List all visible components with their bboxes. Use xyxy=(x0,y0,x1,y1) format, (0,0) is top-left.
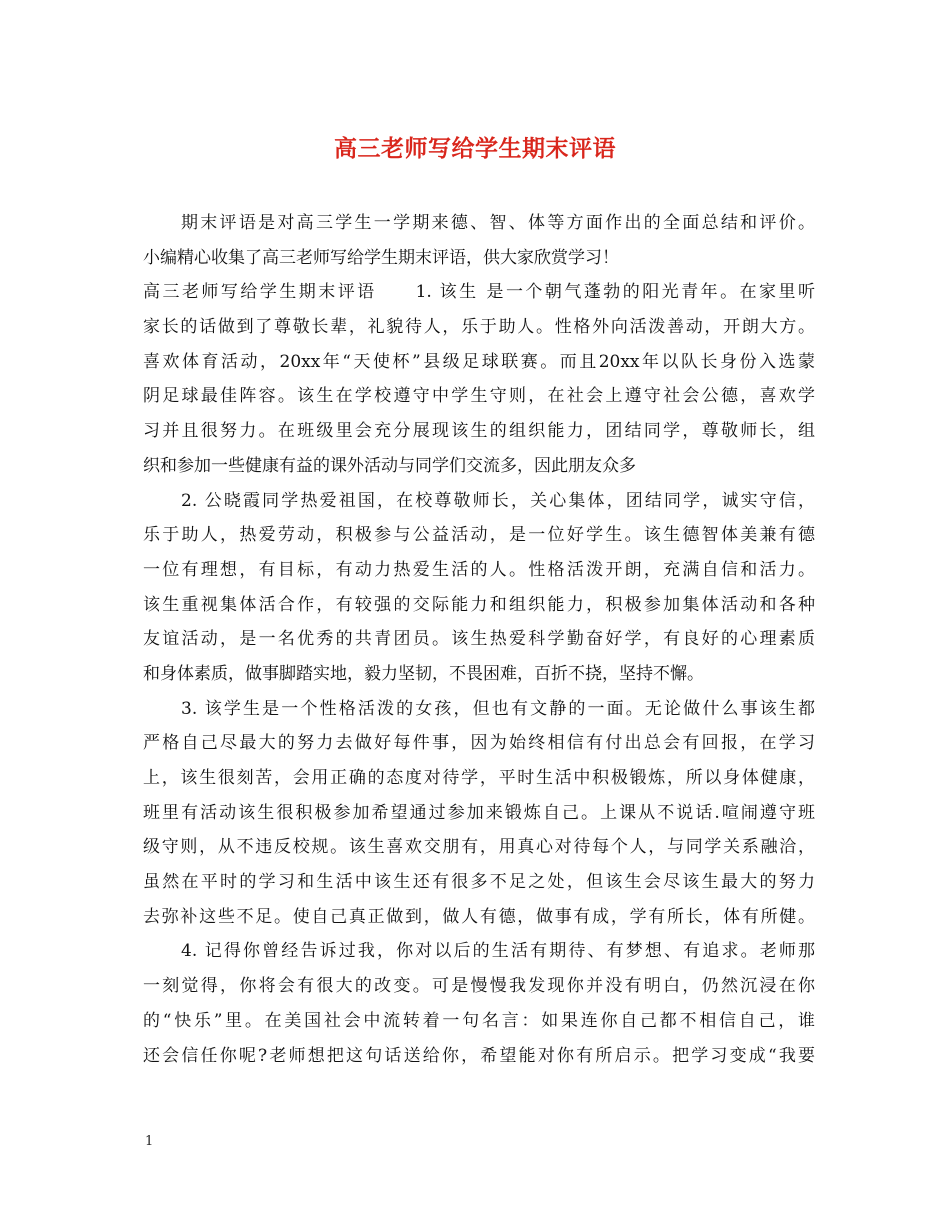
paragraph-line: 的“快乐”里。在美国社会中流转着一句名言：如果连你自己都不相信自己，谁 xyxy=(143,1010,815,1031)
paragraph-line: 上，该生很刻苦，会用正确的态度对待学，平时生活中积极锻炼，所以身体健康， xyxy=(143,768,815,788)
document-body xyxy=(143,206,815,1073)
paragraph-line: 乐于助人，热爱劳动，积极参与公益活动，是一位好学生。该生德智体美兼有德 xyxy=(143,525,815,546)
paragraph-line: 友谊活动，是一名优秀的共青团员。该生热爱科学勤奋好学，有良好的心理素质 xyxy=(143,629,815,650)
paragraph-line: 一位有理想，有目标，有动力热爱生活的人。性格活泼开朗，充满自信和活力。 xyxy=(143,559,815,580)
paragraph-line: 家长的话做到了尊敬长辈，礼貌待人，乐于助人。性格外向活泼善动，开朗大方。 xyxy=(143,317,815,338)
paragraph-line: 该生重视集体活合作，有较强的交际能力和组织能力，积极参加集体活动和各种 xyxy=(143,594,815,615)
paragraph-line: 去弥补这些不足。使自己真正做到，做人有德，做事有成，学有所长，体有所健。 xyxy=(143,906,815,927)
paragraph-line: 期末评语是对高三学生一学期来德、智、体等方面作出的全面总结和评价。 xyxy=(181,213,815,233)
paragraph-line: 严格自己尽最大的努力去做好每件事，因为始终相信有付出总会有回报，在学习 xyxy=(143,733,815,754)
document-title: 高三老师写给学生期末评语 xyxy=(334,135,616,162)
paragraph-line: 一刻觉得，你将会有很大的改变。可是慢慢我发现你并没有明白，仍然沉浸在你 xyxy=(143,976,815,997)
paragraph-line: 还会信任你呢?老师想把这句话送给你，希望能对你有所启示。把学习变成“我要 xyxy=(143,1045,815,1066)
paragraph-line: 级守则，从不违反校规。该生喜欢交朋有，用真心对待每个人，与同学关系融洽， xyxy=(143,837,815,858)
paragraph-line: 小编精心收集了高三老师写给学生期末评语，供大家欣赏学习！ xyxy=(143,247,619,268)
paragraph-line: 织和参加一些健康有益的课外活动与同学们交流多，因此朋友众多 xyxy=(143,455,636,476)
paragraph-line: 3. 该学生是一个性格活泼的女孩，但也有文静的一面。无论做什么事该生都 xyxy=(181,698,815,719)
paragraph-line: 阴足球最佳阵容。该生在学校遵守中学生守则，在社会上遵守社会公德，喜欢学 xyxy=(143,386,815,407)
paragraph-line: 虽然在平时的学习和生活中该生还有很多不足之处，但该生会尽该生最大的努力 xyxy=(143,872,815,893)
paragraph-line: 班里有活动该生很积极参加希望通过参加来锻炼自己。上课从不说话.喧闹遵守班 xyxy=(143,802,815,823)
paragraph-line: 2. 公晓霞同学热爱祖国，在校尊敬师长，关心集体，团结同学，诚实守信， xyxy=(181,490,815,511)
paragraph-line: 习并且很努力。在班级里会充分展现该生的组织能力，团结同学，尊敬师长，组 xyxy=(143,421,815,442)
paragraph-line: 高三老师写给学生期末评语 1. 该生 是一个朝气蓬勃的阳光青年。在家里听 xyxy=(143,282,815,303)
page-number: 1 xyxy=(145,1134,154,1149)
paragraph-line: 4. 记得你曾经告诉过我，你对以后的生活有期待、有梦想、有追求。老师那 xyxy=(181,941,815,962)
paragraph-line: 喜欢体育活动，20xx年“天使杯”县级足球联赛。而且20xx年以队长身份入选蒙 xyxy=(143,351,815,372)
paragraph-line: 和身体素质，做事脚踏实地，毅力坚韧，不畏困难，百折不挠，坚持不懈。 xyxy=(143,663,704,684)
